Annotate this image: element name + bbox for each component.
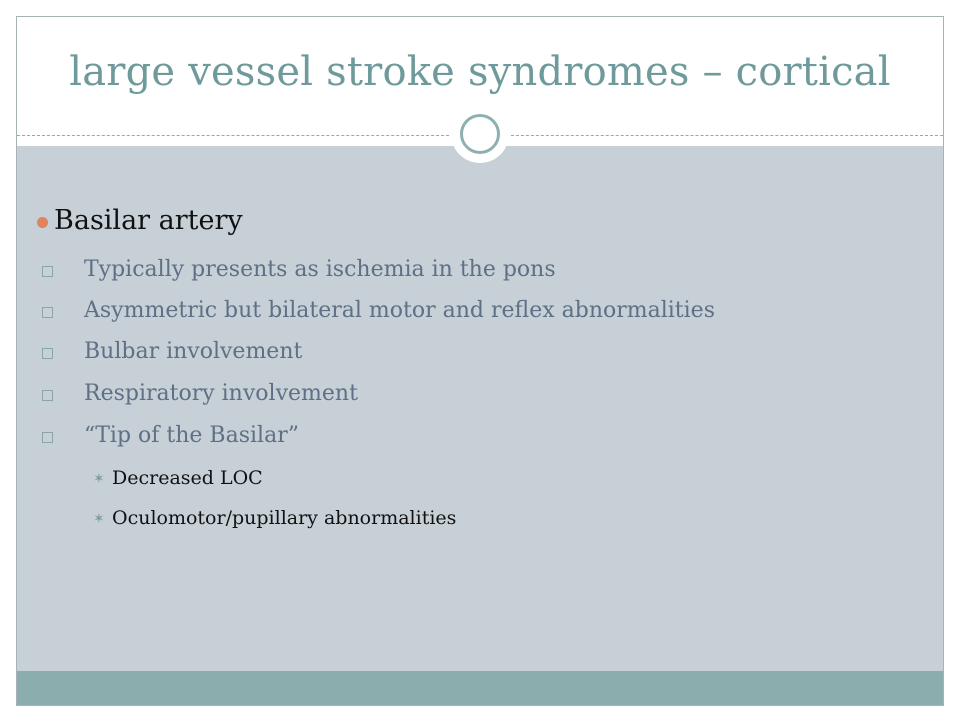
point-text: Bulbar involvement [84,339,303,364]
square-bullet-icon [42,348,53,359]
point-text: Typically presents as ischemia in the pons [84,257,556,282]
square-bullet-icon [42,432,53,443]
slide-title: large vessel stroke syndromes – cortical [69,49,891,95]
subpoint-text: Oculomotor/pupillary abnormalities [112,507,457,529]
point-text: Respiratory involvement [84,381,358,406]
heading-text: Basilar artery [54,205,243,236]
subpoint-text: Decreased LOC [112,467,263,489]
star-bullet-icon: ✶ [93,471,105,487]
square-bullet-icon [42,266,53,277]
footer-bar [17,671,943,705]
ring-inner [460,114,500,154]
square-bullet-icon [42,390,53,401]
point-text: Asymmetric but bilateral motor and reflex abnormalities [84,298,715,323]
circle-bullet-icon [37,217,48,228]
star-bullet-icon: ✶ [93,511,105,527]
ring-ornament-icon [451,105,509,163]
point-text: “Tip of the Basilar” [84,423,299,448]
square-bullet-icon [42,307,53,318]
